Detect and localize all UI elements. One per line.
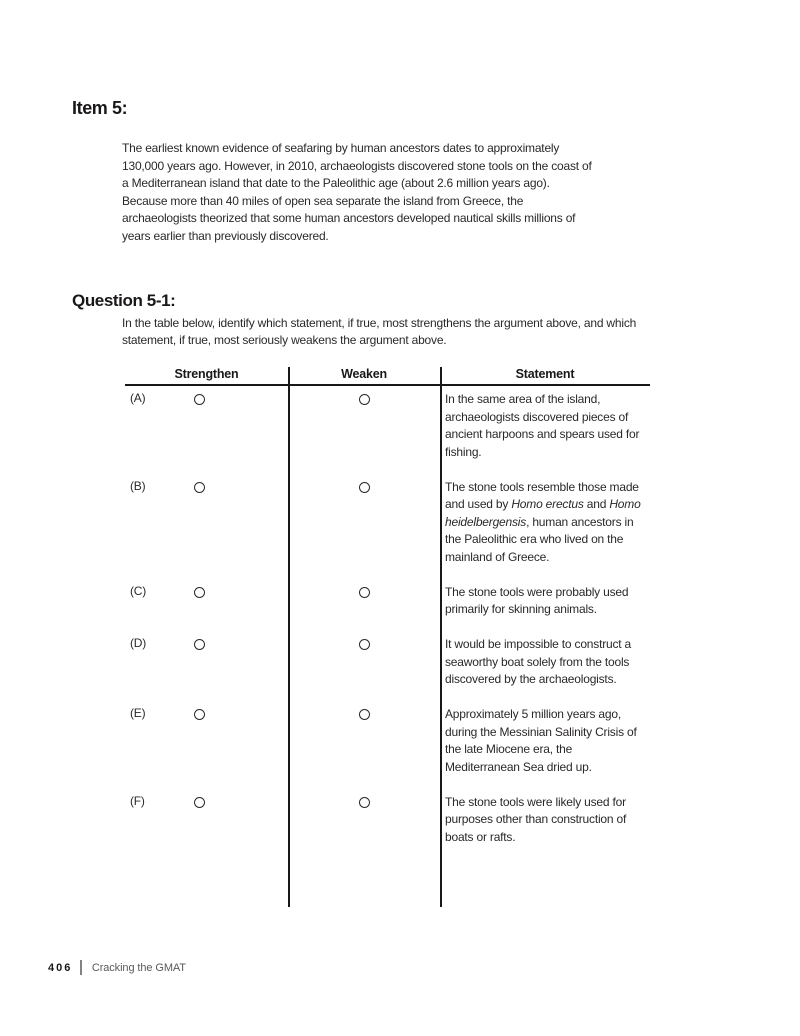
- statement-text-e: Approximately 5 million years ago, during the Messinian Salinity Crisis of the late Miocene era, the Mediterranean Sea dried up.: [445, 707, 637, 774]
- row-label-b: (B): [130, 478, 146, 493]
- strengthen-radio-c[interactable]: [194, 587, 205, 598]
- question-heading: Question 5-1:: [72, 291, 176, 310]
- table-row-b: [125, 479, 650, 567]
- statement-text-d: It would be impossible to construct a seaworthy boat solely from the tools discovered by the archaeologists.: [445, 637, 632, 686]
- table-row-a: [125, 391, 650, 461]
- table-row-d: [125, 636, 650, 689]
- answer-table: [125, 367, 650, 864]
- row-label-d: (D): [130, 636, 147, 650]
- column-header-weaken: Weaken: [341, 367, 387, 381]
- strengthen-radio-f[interactable]: [194, 797, 205, 808]
- table-row-f: [125, 794, 650, 847]
- column-header-strengthen: Strengthen: [174, 367, 239, 381]
- table-header-row: [125, 367, 650, 386]
- table-row-e: [125, 706, 650, 776]
- strengthen-radio-b[interactable]: [194, 482, 205, 493]
- item-heading: Item 5:: [72, 98, 128, 118]
- question-instructions: In the table below, identify which statement, if true, most strengthens the argument above, and which statement, if true, most seriously weakens the argument above.: [122, 316, 637, 348]
- page-number: 406: [48, 961, 73, 974]
- row-label-a: (A): [130, 391, 146, 405]
- column-header-statement: Statement: [515, 367, 575, 381]
- table-row-c: [125, 584, 650, 619]
- weaken-radio-f[interactable]: [359, 797, 370, 808]
- footer-divider: [80, 960, 82, 975]
- table-rows: [125, 386, 650, 846]
- statement-text-a: In the same area of the island, archaeologists discovered pieces of ancient harpoons and spears used for fishing.: [445, 392, 640, 459]
- weaken-radio-b[interactable]: [359, 482, 370, 493]
- item-passage: The earliest known evidence of seafaring by human ancestors dates to approximately 130,000 years ago. However, in 2010, archaeologists discovered stone tools on the coast of a Mediterranean island that date to the Paleolithic age (about 2.6 million years ago). Because more than 40 miles of open sea separate the island from Greece, the archaeologists theorized that some human ancestors developed nautical skills millions of years earlier than previously discovered.: [122, 141, 592, 243]
- statement-text-c: The stone tools were probably used primarily for skinning animals.: [445, 584, 629, 616]
- page-footer: [48, 960, 186, 975]
- strengthen-radio-a[interactable]: [194, 394, 205, 405]
- weaken-radio-e[interactable]: [359, 709, 370, 720]
- row-label-f: (F): [130, 793, 145, 808]
- row-label-e: (E): [130, 706, 146, 720]
- strengthen-radio-e[interactable]: [194, 709, 205, 720]
- weaken-radio-a[interactable]: [359, 394, 370, 405]
- statement-text-b: The stone tools resemble those made and used by Homo erectus and Homo heidelbergensis, human ancestors in the Paleolithic era who lived on the mainland of Greece.: [445, 479, 641, 564]
- row-label-c: (C): [130, 583, 147, 598]
- book-title: Cracking the GMAT: [91, 961, 186, 974]
- weaken-radio-c[interactable]: [359, 587, 370, 598]
- weaken-radio-d[interactable]: [359, 639, 370, 650]
- statement-text-f: The stone tools were likely used for purposes other than construction of boats or rafts.: [445, 794, 627, 844]
- strengthen-radio-d[interactable]: [194, 639, 205, 650]
